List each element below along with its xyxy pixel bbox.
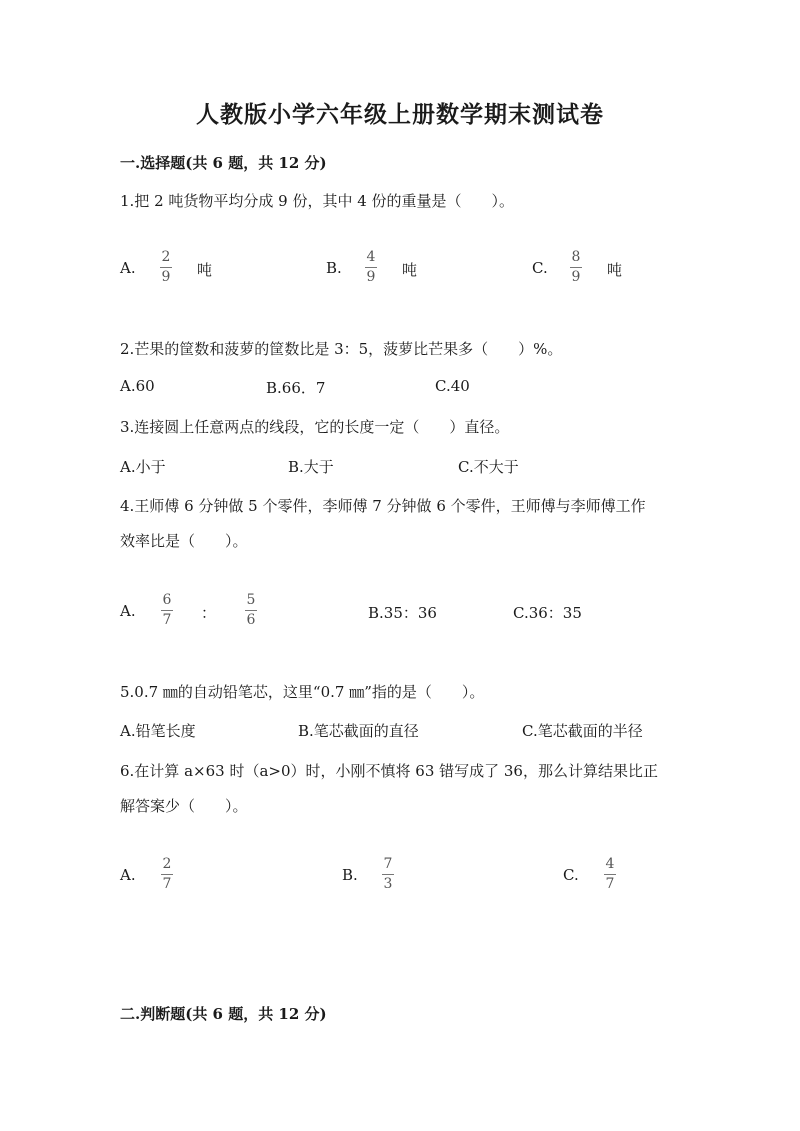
fraction-bar bbox=[604, 874, 616, 875]
option-a-label: A. bbox=[120, 866, 136, 884]
option-b: B.大于 bbox=[288, 458, 334, 476]
option-a: A.60 bbox=[120, 377, 155, 395]
fraction-bar bbox=[382, 874, 394, 875]
fraction bbox=[161, 857, 173, 892]
option-c-unit: 吨 bbox=[607, 261, 623, 279]
option-a-unit: 吨 bbox=[197, 261, 213, 279]
fraction-denominator: 9 bbox=[366, 269, 376, 285]
fraction-numerator: 4 bbox=[605, 856, 615, 872]
option-c-label: C. bbox=[563, 866, 579, 884]
option-c: C.笔芯截面的半径 bbox=[522, 722, 643, 740]
fraction-numerator: 8 bbox=[571, 249, 581, 265]
question-6-line-1: 6.在计算 a×63 时（a>0）时，小刚不慎将 63 错写成了 36，那么计算结果比正 bbox=[120, 762, 658, 780]
fraction bbox=[365, 250, 377, 285]
fraction-bar bbox=[365, 267, 377, 268]
fraction-numerator: 7 bbox=[383, 856, 393, 872]
fraction-denominator: 3 bbox=[383, 876, 393, 892]
option-b: B.笔芯截面的直径 bbox=[298, 722, 419, 740]
option-c-label: C. bbox=[532, 259, 548, 277]
fraction-denominator: 9 bbox=[161, 269, 171, 285]
option-b-label: B. bbox=[342, 866, 358, 884]
question-1: 1.把 2 吨货物平均分成 9 份，其中 4 份的重量是（ ）。 bbox=[120, 192, 515, 210]
fraction-denominator: 9 bbox=[571, 269, 581, 285]
fraction bbox=[161, 593, 173, 628]
fraction-bar bbox=[161, 610, 173, 611]
fraction-bar bbox=[245, 610, 257, 611]
fraction-bar bbox=[161, 874, 173, 875]
fraction-numerator: 2 bbox=[161, 249, 171, 265]
option-a-label: A. bbox=[120, 602, 136, 620]
section-heading-judgement: 二.判断题(共 6 题，共 12 分) bbox=[120, 1005, 327, 1023]
question-5: 5.0.7 ㎜的自动铅笔芯，这里“0.7 ㎜”指的是（ ）。 bbox=[120, 683, 485, 701]
fraction-denominator: 7 bbox=[605, 876, 615, 892]
fraction bbox=[160, 250, 172, 285]
fraction bbox=[604, 857, 616, 892]
option-b: B.35：36 bbox=[368, 604, 437, 622]
fraction-denominator: 7 bbox=[162, 876, 172, 892]
fraction-denominator: 7 bbox=[162, 612, 172, 628]
option-b: B.66．7 bbox=[266, 379, 326, 397]
fraction bbox=[382, 857, 394, 892]
ratio-colon: ： bbox=[201, 604, 217, 622]
option-c: C.40 bbox=[435, 377, 470, 395]
fraction-numerator: 6 bbox=[162, 592, 172, 608]
fraction-denominator: 6 bbox=[246, 612, 256, 628]
question-2: 2.芒果的筐数和菠萝的筐数比是 3：5，菠萝比芒果多（ ）%。 bbox=[120, 340, 563, 358]
fraction-numerator: 5 bbox=[246, 592, 256, 608]
fraction bbox=[245, 593, 257, 628]
fraction-numerator: 2 bbox=[162, 856, 172, 872]
fraction-bar bbox=[160, 267, 172, 268]
fraction bbox=[570, 250, 582, 285]
option-a-label: A. bbox=[120, 259, 136, 277]
option-a: A.铅笔长度 bbox=[120, 722, 196, 740]
option-a: A.小于 bbox=[120, 458, 166, 476]
option-c: C.不大于 bbox=[458, 458, 519, 476]
question-6-line-2: 解答案少（ ）。 bbox=[120, 797, 248, 815]
fraction-numerator: 4 bbox=[366, 249, 376, 265]
page-title: 人教版小学六年级上册数学期末测试卷 bbox=[196, 101, 604, 128]
option-c: C.36：35 bbox=[513, 604, 582, 622]
section-heading-choice: 一.选择题(共 6 题，共 12 分) bbox=[120, 154, 327, 172]
option-b-label: B. bbox=[326, 259, 342, 277]
question-4-line-1: 4.王师傅 6 分钟做 5 个零件，李师傅 7 分钟做 6 个零件，王师傅与李师傅工作 bbox=[120, 497, 646, 515]
question-4-line-2: 效率比是（ ）。 bbox=[120, 532, 248, 550]
fraction-bar bbox=[570, 267, 582, 268]
option-b-unit: 吨 bbox=[402, 261, 418, 279]
question-3: 3.连接圆上任意两点的线段，它的长度一定（ ）直径。 bbox=[120, 418, 510, 436]
